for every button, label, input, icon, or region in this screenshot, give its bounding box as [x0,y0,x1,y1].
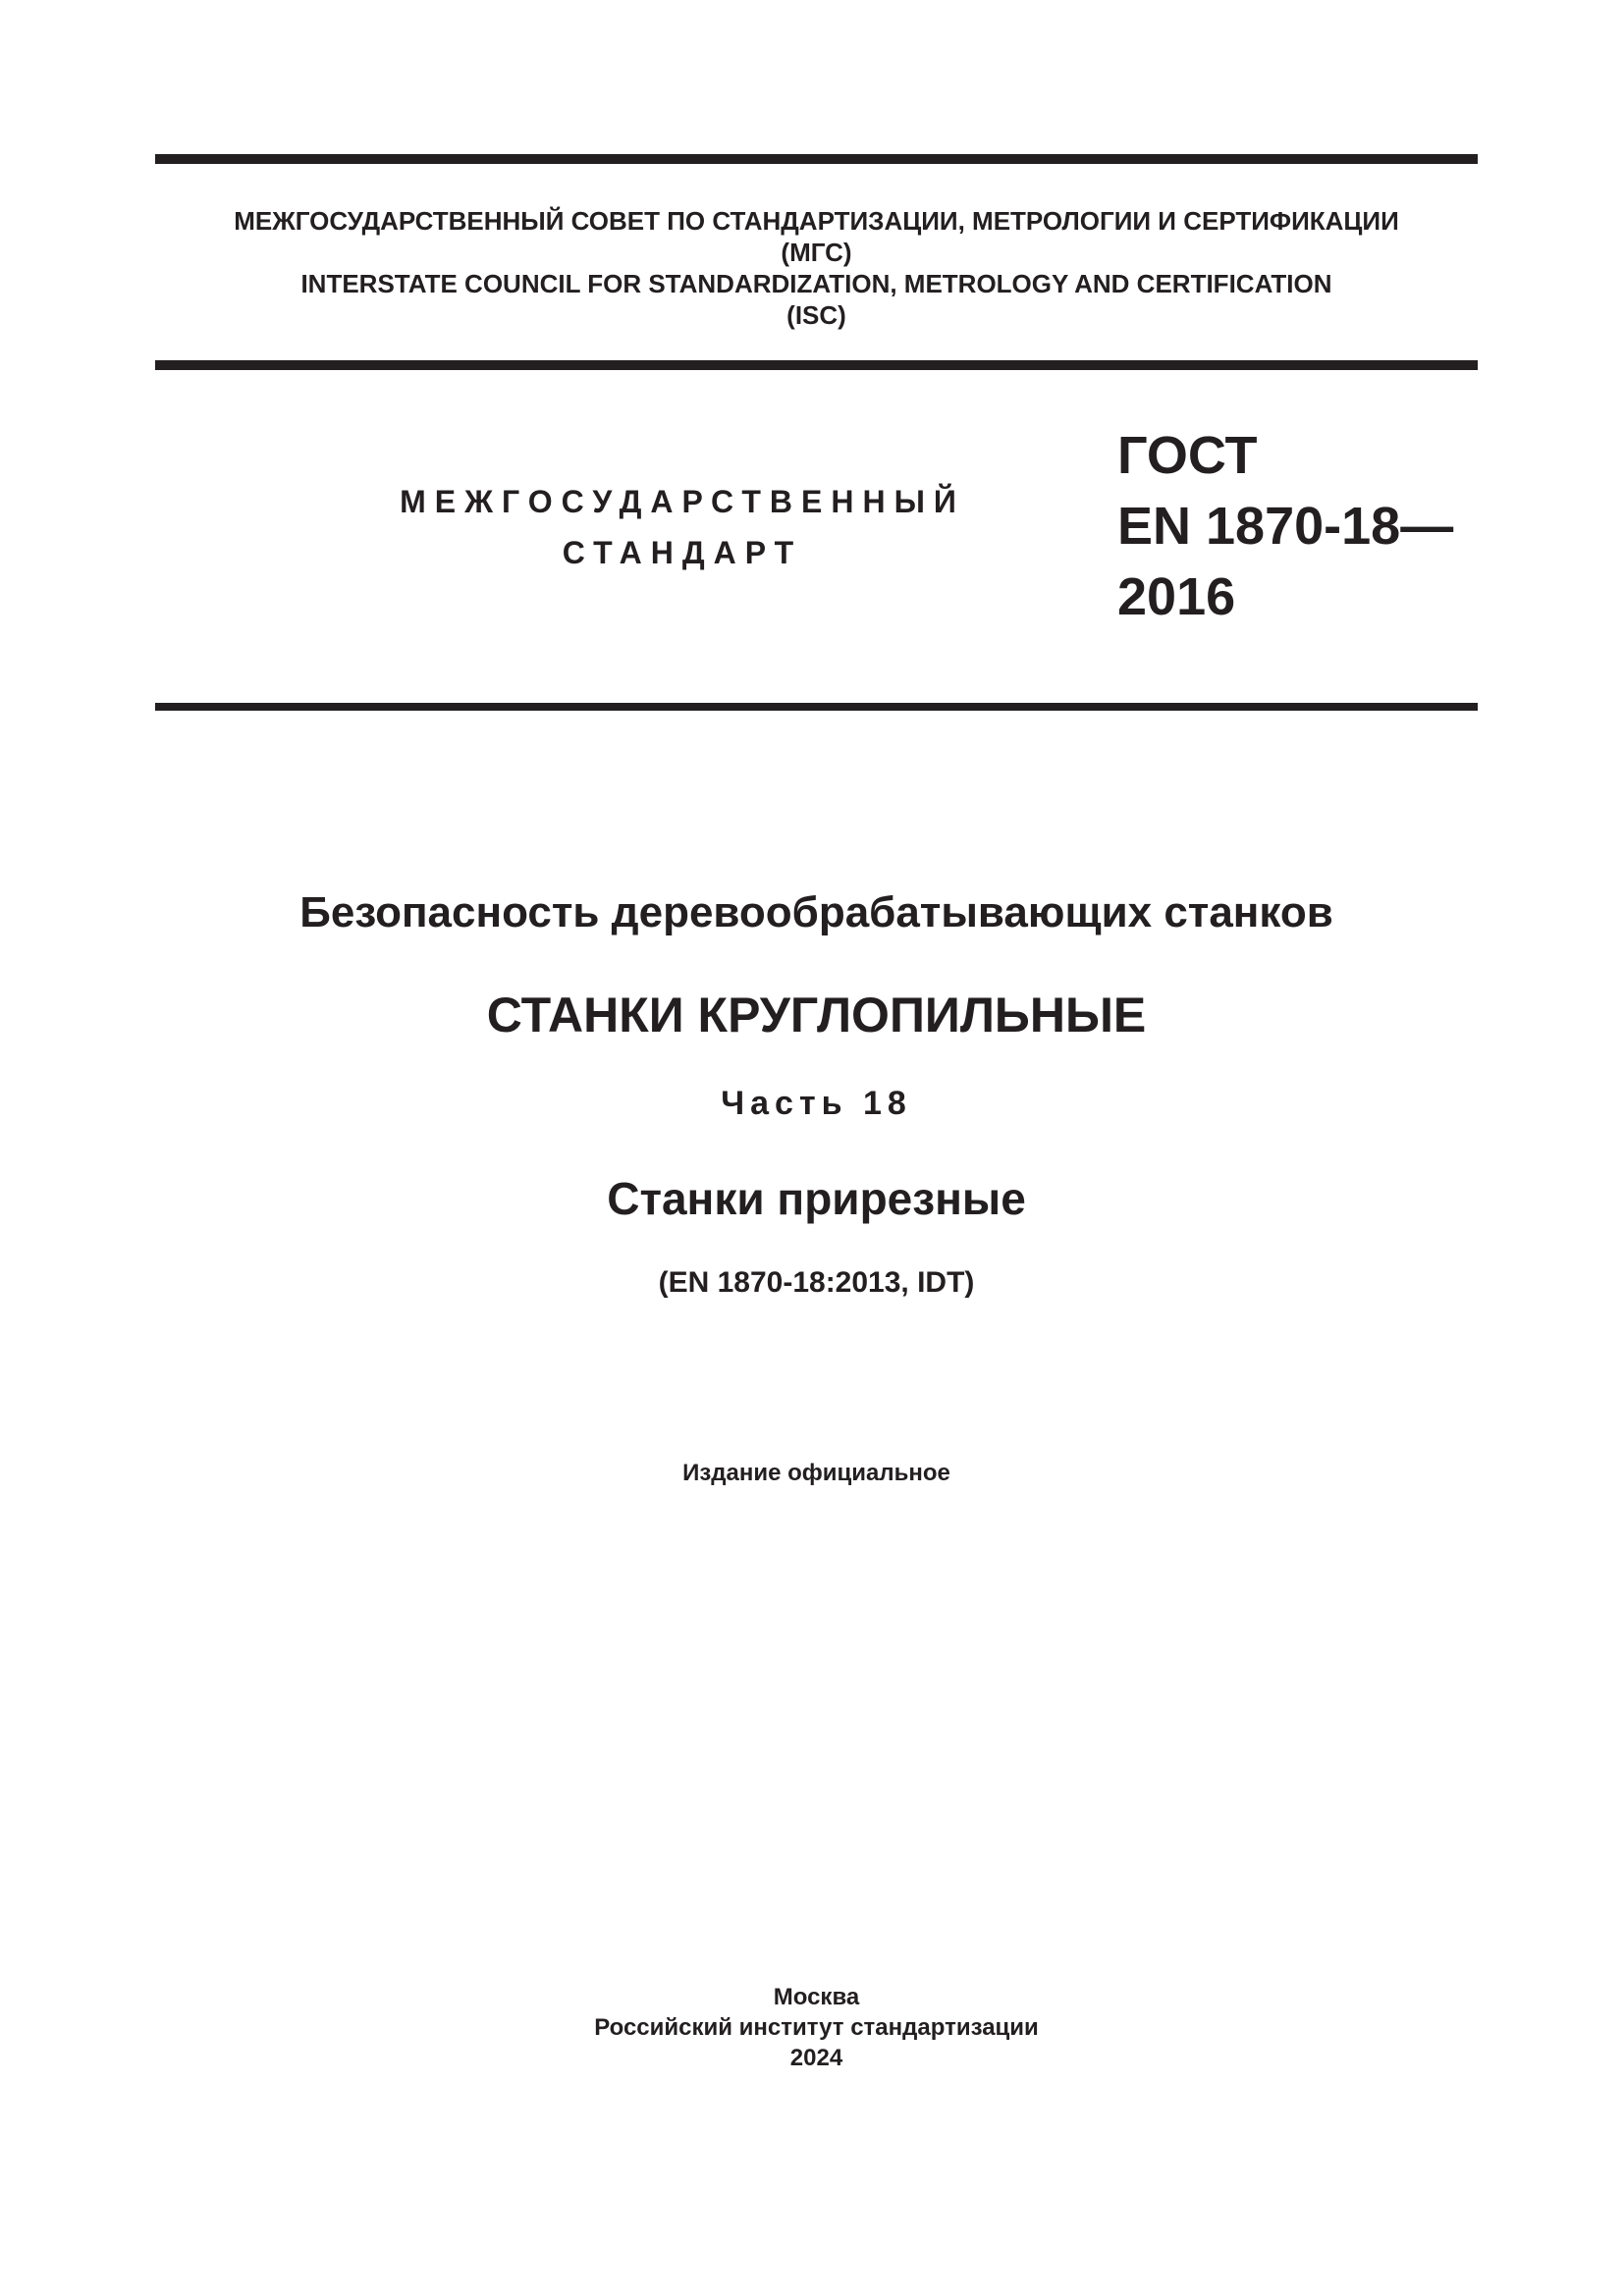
designation-line2: EN 1870-18— [1117,497,1454,556]
document-part: Часть 18 [721,1085,912,1122]
designation-line1: ГОСТ [1117,426,1258,485]
standard-type-label [334,476,1031,578]
council-name-ru: МЕЖГОСУДАРСТВЕННЫЙ СОВЕТ ПО СТАНДАРТИЗАЦИИ, МЕТРОЛОГИИ И СЕРТИФИКАЦИИ [234,206,1399,236]
document-title: Безопасность деревообрабатывающих станков [299,888,1333,936]
imprint-city: Москва [773,1984,860,2010]
document-subtitle: Станки прирезные [607,1173,1026,1224]
title-divider [155,703,1478,711]
standard-type-line1: МЕЖГОСУДАРСТВЕННЫЙ [400,484,965,519]
council-header [155,205,1478,331]
council-abbr-en: (ISC) [786,300,846,330]
top-divider [155,154,1478,164]
imprint-year: 2024 [789,2045,843,2071]
edition-note: Издание официальное [682,1460,950,1486]
council-name-en: INTERSTATE COUNCIL FOR STANDARDIZATION, METROLOGY AND CERTIFICATION [300,269,1332,298]
imprint-publisher: Российский институт стандартизации [594,2014,1039,2041]
council-abbr-ru: (МГС) [781,238,852,267]
publisher-imprint [155,1982,1478,2073]
source-reference: (EN 1870-18:2013, IDT) [658,1266,975,1299]
standard-type-line2: СТАНДАРТ [562,535,803,570]
designation-line3: 2016 [1117,567,1236,626]
standard-designation [1117,420,1453,632]
header-divider [155,360,1478,370]
document-title-upper: СТАНКИ КРУГЛОПИЛЬНЫЕ [486,988,1147,1042]
